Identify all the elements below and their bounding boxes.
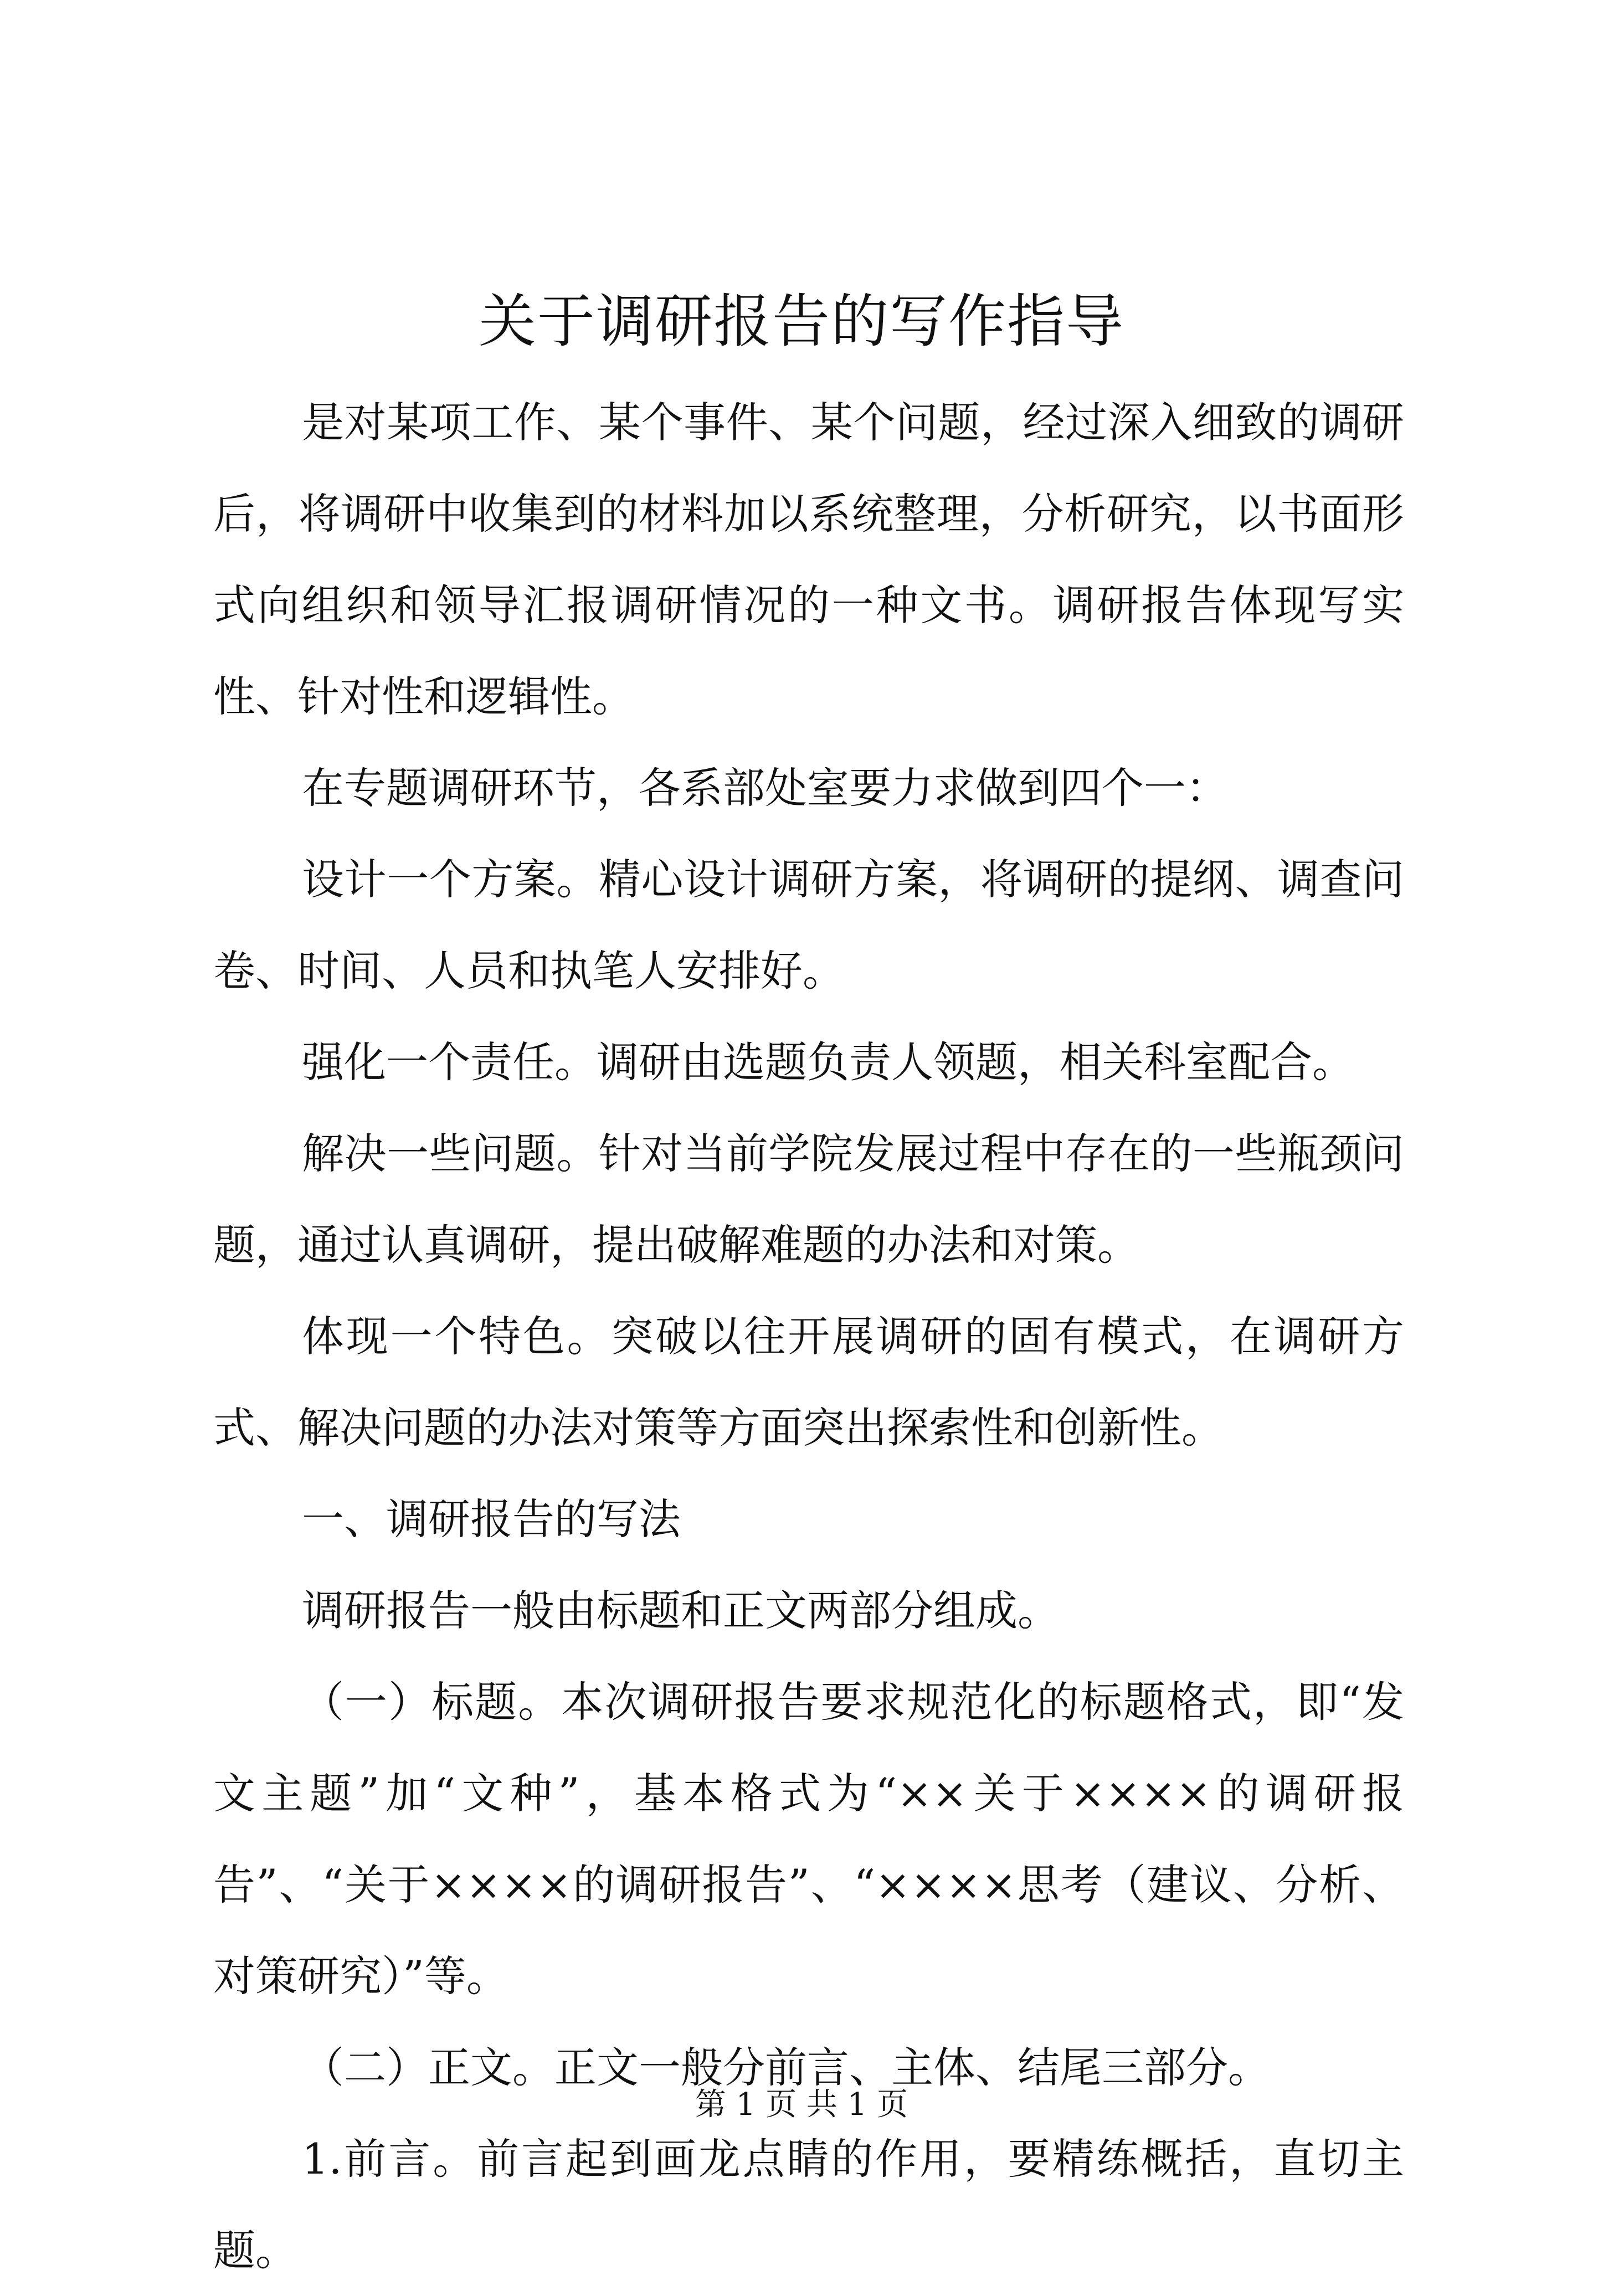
paragraph-feature: 体现一个特色。突破以往开展调研的固有模式，在调研方式、解决问题的办法对策等方面突出探索性和创新性。 [213, 1312, 1404, 1452]
paragraph-definition: 是对某项工作、某个事件、某个问题，经过深入细致的调研后，将调研中收集到的材料加以系统整理，分析研究，以书面形式向组织和领导汇报调研情况的一种文书。调研报告体现写实性、针对性和逻辑性。 [213, 398, 1404, 721]
document-body [213, 377, 1404, 2296]
page-footer: 第 1 页 共 1 页 [695, 2087, 908, 2123]
paragraph-composition: 调研报告一般由标题和正文两部分组成。 [302, 1586, 1060, 1635]
paragraph-responsibility: 强化一个责任。调研由选题负责人领题，相关科室配合。 [302, 1037, 1354, 1087]
document-title: 关于调研报告的写作指导 [478, 287, 1124, 355]
paragraph-title-format: （一）标题。本次调研报告要求规范化的标题格式，即“发文主题”加“文种”，基本格式为“××关于××××的调研报告”、“关于××××的调研报告”、“××××思考（建议、分析、对策研究）”等。 [213, 1677, 1404, 2001]
paragraph-solve-problems: 解决一些问题。针对当前学院发展过程中存在的一些瓶颈问题，通过认真调研，提出破解难题的办法和对策。 [213, 1129, 1404, 1270]
paragraph-four-ones-intro: 在专题调研环节，各系部处室要力求做到四个一： [302, 763, 1228, 813]
paragraph-design-plan: 设计一个方案。精心设计调研方案，将调研的提纲、调查问卷、时间、人员和执笔人安排好。 [213, 855, 1404, 995]
paragraph-body-parts: （二）正文。正文一般分前言、主体、结尾三部分。 [302, 2043, 1270, 2092]
section-heading-writing-method: 一、调研报告的写法 [302, 1494, 681, 1544]
paragraph-preface: 1.前言。前言起到画龙点睛的作用，要精练概括，直切主题。 [213, 2134, 1404, 2275]
